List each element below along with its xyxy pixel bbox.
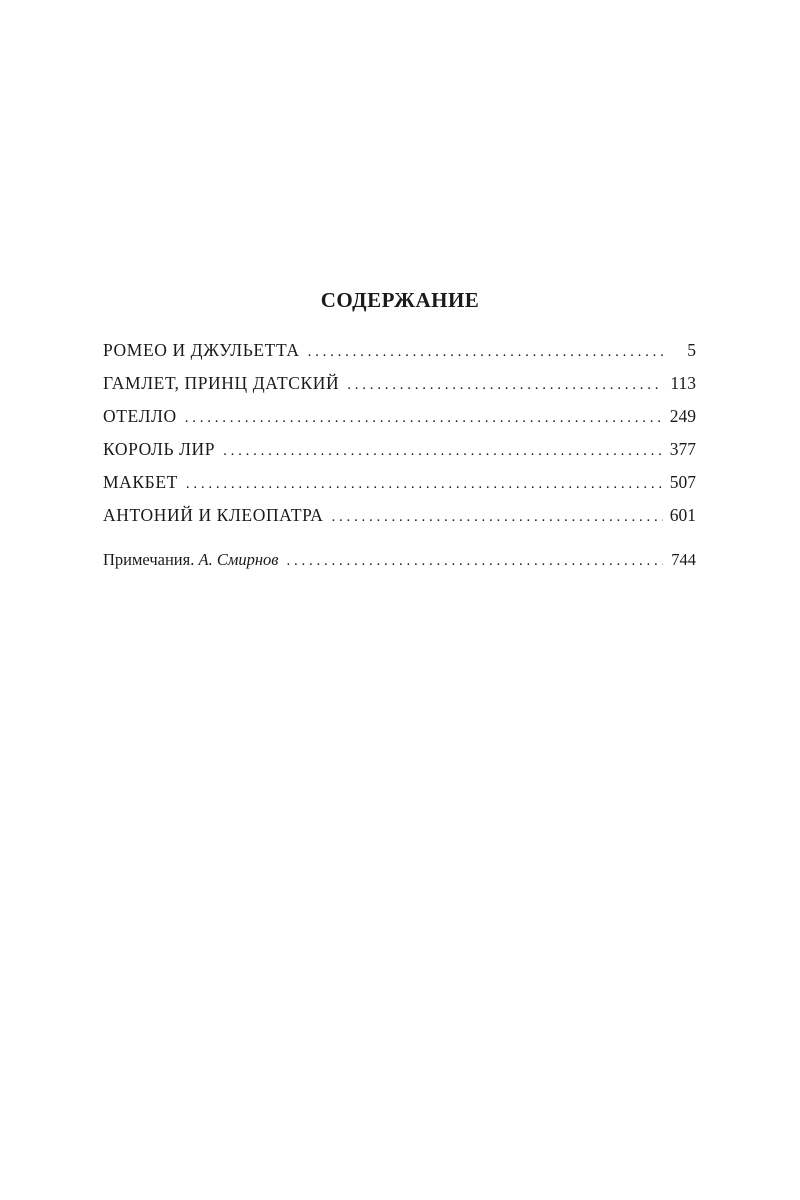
- toc-entry-hamlet: [103, 373, 696, 406]
- dot-leader: [185, 410, 663, 427]
- toc-entry-label: МАКБЕТ: [103, 472, 178, 492]
- toc-entry-label: ГАМЛЕТ, ПРИНЦ ДАТСКИЙ: [103, 373, 340, 393]
- toc-entry-label: ОТЕЛЛО: [103, 406, 177, 426]
- toc-entry-macbeth: [103, 472, 696, 505]
- toc-entry-page: 377: [669, 439, 696, 459]
- toc-entry-page: 249: [669, 406, 696, 426]
- toc-entry-page: 507: [669, 472, 696, 492]
- table-of-contents: [103, 340, 696, 583]
- dot-leader: [347, 377, 663, 394]
- dot-leader: [286, 553, 663, 570]
- toc-entry-label: РОМЕО И ДЖУЛЬЕТТА: [103, 340, 300, 360]
- dot-leader: [223, 443, 663, 460]
- toc-entry-page: 601: [669, 505, 696, 525]
- toc-notes-label: Примечания.: [103, 550, 195, 569]
- dot-leader: [308, 344, 663, 361]
- toc-entry-page: 5: [687, 340, 696, 360]
- toc-entry-antony-and-cleopatra: [103, 505, 696, 538]
- toc-entry-romeo-and-juliet: [103, 340, 696, 373]
- toc-entry-king-lear: [103, 439, 696, 472]
- toc-title: СОДЕРЖАНИЕ: [320, 288, 480, 312]
- toc-entry-othello: [103, 406, 696, 439]
- dot-leader: [186, 476, 663, 493]
- toc-entry-page: 744: [671, 550, 696, 569]
- toc-entry-label: АНТОНИЙ И КЛЕОПАТРА: [103, 505, 324, 525]
- dot-leader: [332, 509, 663, 526]
- toc-notes-label-group: [103, 550, 278, 570]
- toc-notes-author: А. Смирнов: [198, 550, 279, 569]
- toc-entry-notes: [103, 550, 696, 583]
- toc-entry-page: 113: [670, 373, 696, 393]
- toc-entry-label: КОРОЛЬ ЛИР: [103, 439, 216, 459]
